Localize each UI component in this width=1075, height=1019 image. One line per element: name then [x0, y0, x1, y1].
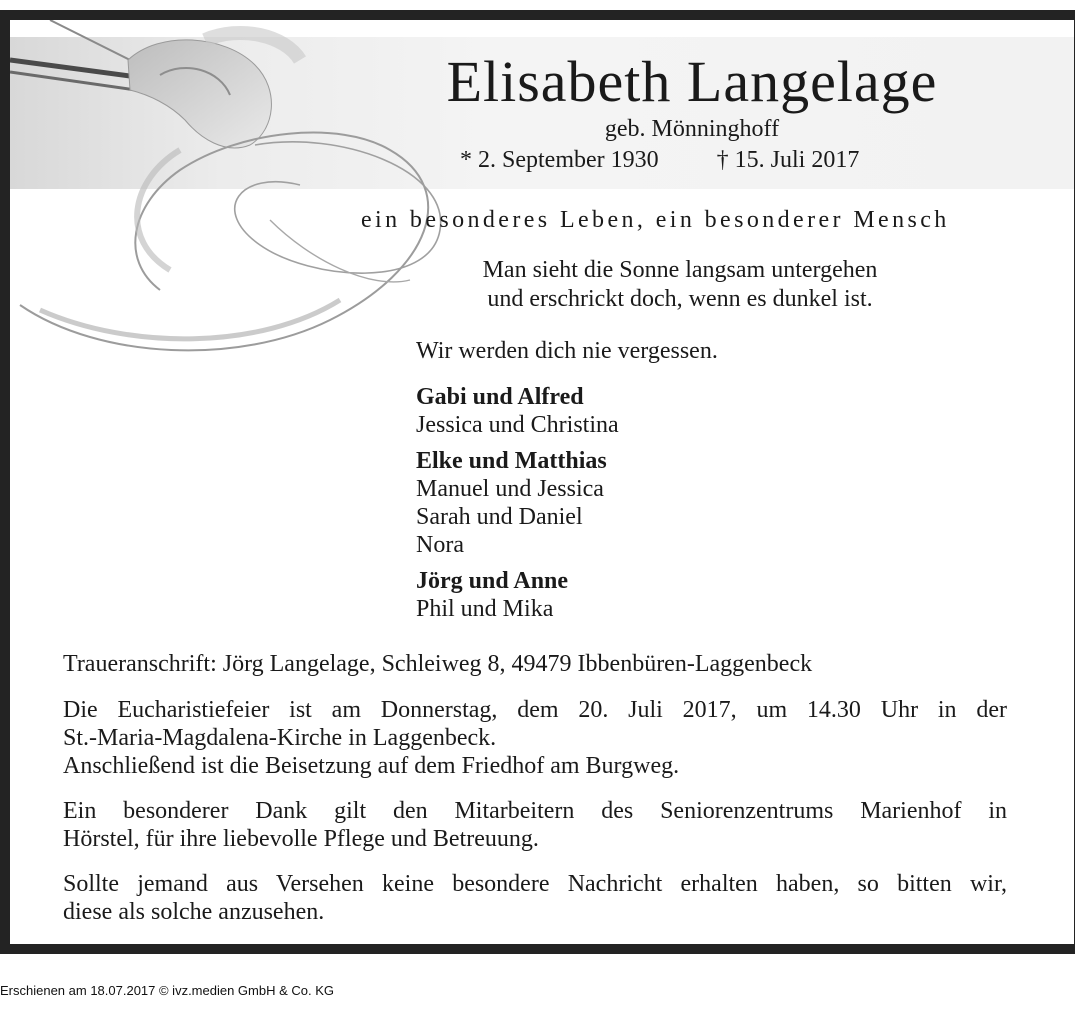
death-date: † 15. Juli 2017 [716, 147, 860, 173]
obituary-notice [0, 10, 1075, 954]
family-group [416, 567, 718, 623]
service-line: Anschließend ist die Beisetzung auf dem Friedhof am Burgweg. [63, 753, 680, 779]
verse-line: Man sieht die Sonne langsam untergehen [482, 257, 878, 283]
family-member: Jessica und Christina [416, 412, 619, 438]
mourning-address [63, 650, 1007, 678]
mourners-list [416, 337, 718, 631]
verse [410, 256, 950, 314]
family-member: Sarah und Daniel [416, 504, 583, 530]
note-line: Sollte jemand aus Versehen keine besondere Nachricht erhalten haben, so bitten wir, [63, 871, 1007, 897]
address-line: Traueranschrift: Jörg Langelage, Schleiweg 8, 49479 Ibbenbüren-Laggenbeck [63, 651, 813, 677]
farewell-line: Wir werden dich nie vergessen. [416, 338, 718, 364]
note-line: diese als solche anzusehen. [63, 899, 325, 925]
family-group-head: Gabi und Alfred [416, 384, 584, 410]
service-line: St.-Maria-Magdalena-Kirche in Laggenbeck. [63, 725, 497, 751]
family-member: Phil und Mika [416, 596, 554, 622]
maiden-name: geb. Mönninghoff [604, 116, 780, 142]
thanks-info [63, 797, 1007, 853]
family-group-head: Jörg und Anne [416, 568, 569, 594]
deceased-name: Elisabeth Langelage [446, 49, 938, 114]
family-group-head: Elke und Matthias [416, 448, 607, 474]
service-info [63, 696, 1007, 780]
family-member: Manuel und Jessica [416, 476, 604, 502]
family-group [416, 383, 718, 439]
service-line: Die Eucharistiefeier ist am Donnerstag, dem 20. Juli 2017, um 14.30 Uhr in der [63, 697, 1007, 723]
family-group [416, 447, 718, 559]
family-member: Nora [416, 532, 464, 558]
life-dates [460, 147, 859, 174]
verse-line: und erschrickt doch, wenn es dunkel ist. [487, 286, 873, 312]
thanks-line: Hörstel, für ihre liebevolle Pflege und Betreuung. [63, 826, 539, 852]
motto: ein besonderes Leben, ein besonderer Mensch [361, 207, 950, 233]
thanks-line: Ein besonderer Dank gilt den Mitarbeitern des Seniorenzentrums Marienhof in [63, 798, 1007, 824]
publication-footer: Erschienen am 18.07.2017 © ivz.medien GmbH & Co. KG [0, 983, 335, 998]
notification-note [63, 870, 1007, 926]
birth-date: * 2. September 1930 [460, 147, 659, 173]
